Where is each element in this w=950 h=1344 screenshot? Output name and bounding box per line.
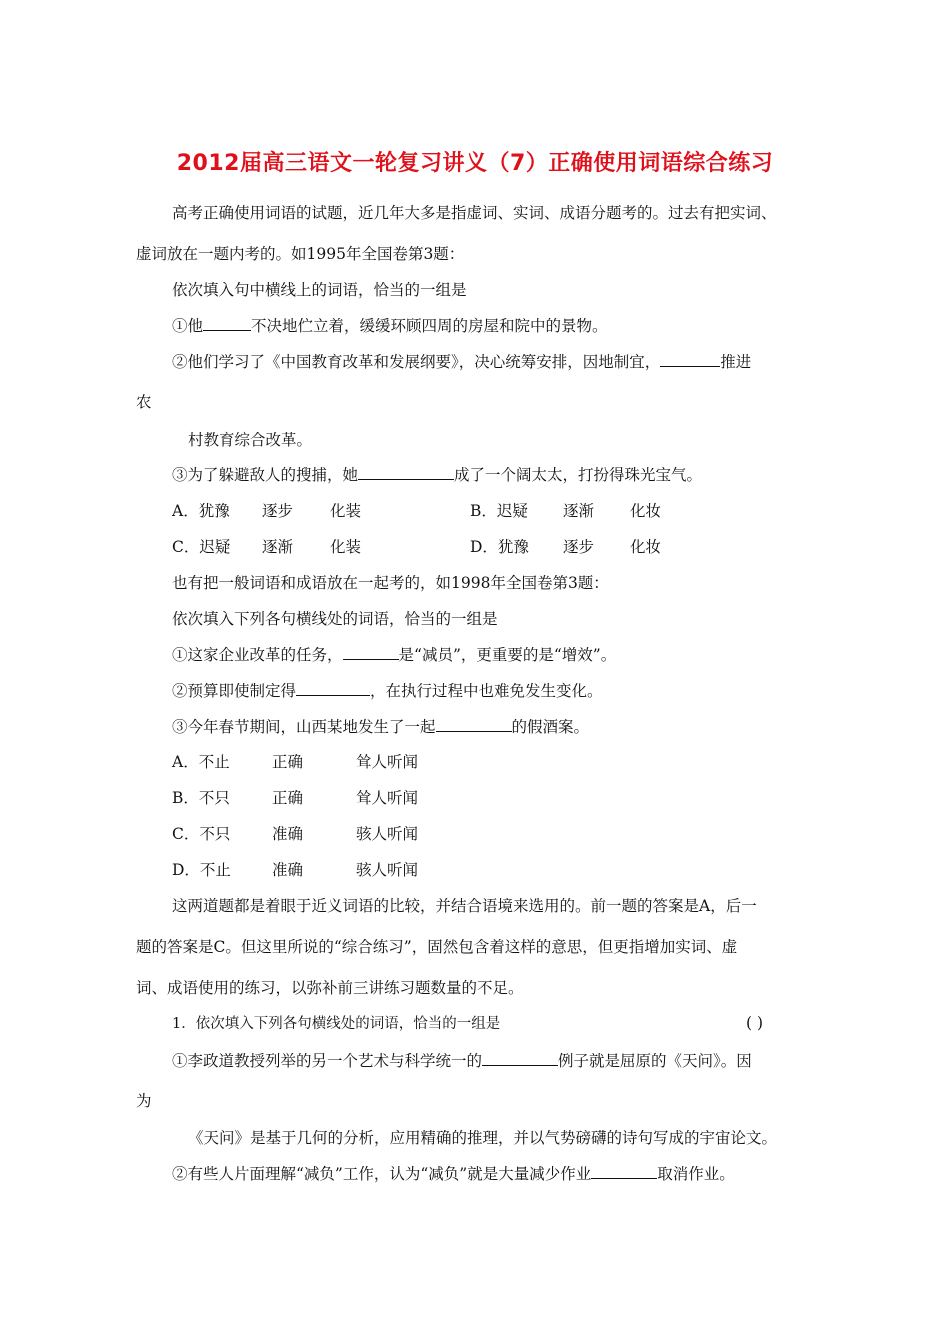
option-word-2: 逐步 <box>262 502 294 520</box>
exercise-1-sentence-1-cont: 《天问》是基于几何的分析，应用精确的推理，并以气势磅礴的诗句写成的宇宙论文。 <box>188 1129 778 1147</box>
fill-blank <box>436 717 512 732</box>
sentence-text: ①他 <box>172 317 204 335</box>
transition-line: 也有把一般词语和成语放在一起考的，如1998年全国卷第3题： <box>172 574 609 592</box>
q1995-sentence-2 <box>172 352 751 372</box>
q1998-option-a: A．不止 <box>172 753 230 771</box>
q1998-option-d: D．不止 <box>172 861 231 879</box>
q1998-sentence-3 <box>172 717 589 737</box>
option-word-3: 耸人听闻 <box>356 753 419 771</box>
sentence-text: ，在执行过程中也难免发生变化。 <box>370 682 603 700</box>
q1995-option-d <box>470 537 529 557</box>
option-word-3: 化妆 <box>630 502 662 520</box>
answer-bracket: ( ) <box>746 1014 764 1032</box>
q1995-option-c <box>172 537 230 557</box>
option-word-2: 逐渐 <box>262 538 294 556</box>
option-word-1: B．迟疑 <box>470 502 528 520</box>
fill-blank <box>203 316 251 331</box>
q1995-option-a <box>172 501 230 521</box>
exercise-1-sentence-1 <box>172 1051 752 1071</box>
analysis-line-1: 这两道题都是着眼于近义词语的比较，并结合语境来选用的。前一题的答案是A，后一 <box>172 897 757 915</box>
q1998-option-c: C．不只 <box>172 825 231 843</box>
option-word-1: D．犹豫 <box>470 538 529 556</box>
sentence-text: ③为了躲避敌人的搜捕，她 <box>172 466 359 484</box>
q1995-sentence-2-wrap: 农 <box>136 393 152 411</box>
q1995-sentence-3 <box>172 465 702 485</box>
option-word-3: 耸人听闻 <box>356 789 419 807</box>
fill-blank <box>296 681 370 696</box>
sentence-text: ①李政道教授列举的另一个艺术与科学统一的 <box>172 1052 483 1070</box>
intro-line-1: 高考正确使用词语的试题，近几年大多是指虚词、实词、成语分题考的。过去有把实词、 <box>172 204 777 222</box>
q1998-option-b: B．不只 <box>172 789 230 807</box>
fill-blank <box>482 1051 558 1066</box>
option-word-3: 骇人听闻 <box>356 861 419 879</box>
option-word-2: 准确 <box>272 861 304 879</box>
option-word-2: 逐步 <box>563 538 595 556</box>
q1998-instruction: 依次填入下列各句横线处的词语，恰当的一组是 <box>172 610 498 628</box>
q1995-sentence-2-cont: 村教育综合改革。 <box>188 431 313 449</box>
sentence-text: ②预算即使制定得 <box>172 682 297 700</box>
q1995-sentence-1 <box>172 316 608 336</box>
sentence-text: 不决地伫立着，缓缓环顾四周的房屋和院中的景物。 <box>251 317 608 335</box>
option-word-3: 化装 <box>330 502 362 520</box>
q1995-instruction: 依次填入句中横线上的词语，恰当的一组是 <box>172 281 467 299</box>
sentence-text: 成了一个阔太太，打扮得珠光宝气。 <box>454 466 703 484</box>
exercise-1-sentence-2 <box>172 1164 735 1184</box>
fill-blank <box>358 465 454 480</box>
q1998-sentence-2 <box>172 681 603 701</box>
sentence-text: ③今年春节期间，山西某地发生了一起 <box>172 718 436 736</box>
option-word-2: 准确 <box>272 825 304 843</box>
option-word-3: 化装 <box>330 538 362 556</box>
sentence-text: 的假酒案。 <box>511 718 590 736</box>
fill-blank <box>343 645 399 660</box>
fill-blank <box>660 352 720 367</box>
sentence-text: ①这家企业改革的任务， <box>172 646 343 664</box>
option-word-1: A．犹豫 <box>172 502 230 520</box>
sentence-text: 例子就是屈原的《天问》。因 <box>558 1052 752 1070</box>
option-word-1: C．迟疑 <box>172 538 231 556</box>
sentence-text: 取消作业。 <box>657 1165 735 1183</box>
sentence-text: ②他们学习了《中国教育改革和发展纲要》，决心统筹安排，因地制宜， <box>172 353 661 371</box>
option-word-2: 逐渐 <box>563 502 595 520</box>
page-title: 2012届高三语文一轮复习讲义（7）正确使用词语综合练习 <box>176 151 774 176</box>
sentence-text: 推进 <box>720 353 752 371</box>
option-word-3: 化妆 <box>630 538 662 556</box>
q1998-sentence-1 <box>172 645 616 665</box>
exercise-1-instruction: 1．依次填入下列各句横线处的词语，恰当的一组是 <box>172 1016 501 1032</box>
intro-line-2: 虚词放在一题内考的。如1995年全国卷第3题： <box>136 245 465 263</box>
q1995-option-b <box>470 501 528 521</box>
analysis-line-2: 题的答案是C。但这里所说的“综合练习”，固然包含着这样的意思，但更指增加实词、虚 <box>136 938 738 956</box>
sentence-text: ②有些人片面理解“减负”工作，认为“减负”就是大量减少作业 <box>172 1165 592 1183</box>
option-word-3: 骇人听闻 <box>356 825 419 843</box>
exercise-1-sentence-1-wrap: 为 <box>136 1092 152 1110</box>
fill-blank <box>591 1164 657 1179</box>
option-word-2: 正确 <box>272 789 304 807</box>
option-word-2: 正确 <box>272 753 304 771</box>
sentence-text: 是“减员”，更重要的是“增效”。 <box>398 646 617 664</box>
analysis-line-3: 词、成语使用的练习，以弥补前三讲练习题数量的不足。 <box>136 979 524 997</box>
